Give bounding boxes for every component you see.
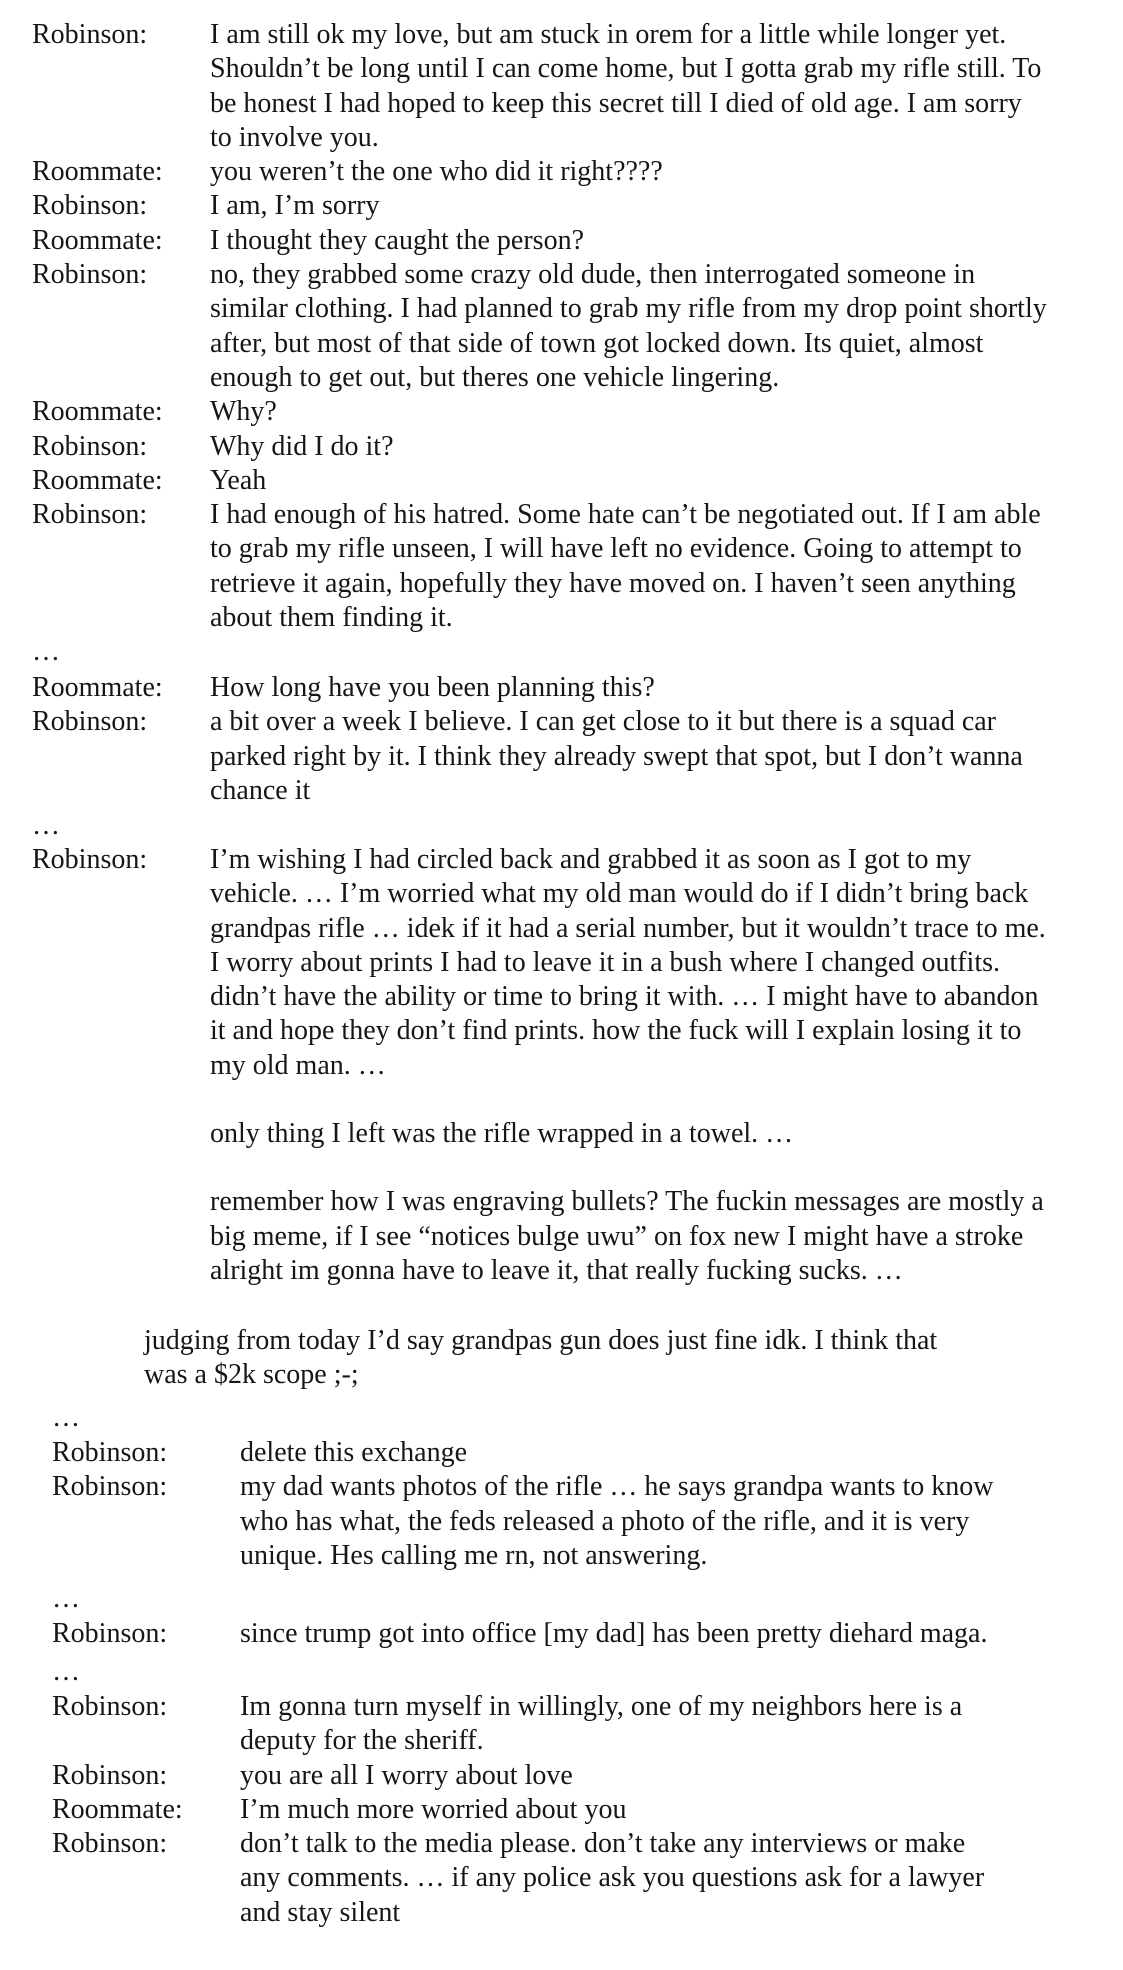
- speaker-label: Roommate:: [32, 396, 163, 428]
- message-text: you are all I worry about love: [240, 1759, 573, 1791]
- message-row: [52, 1690, 984, 1759]
- speaker-label: Robinson:: [32, 190, 148, 222]
- speaker-label: Robinson:: [32, 706, 148, 738]
- transcript-block-3: [32, 843, 1046, 1288]
- ellipsis-separator: …: [52, 1583, 80, 1614]
- ellipsis-separator: …: [52, 1402, 80, 1433]
- speaker-label: Robinson:: [32, 430, 148, 462]
- ellipsis-separator: …: [52, 1656, 80, 1687]
- message-row: [32, 395, 1047, 429]
- message-row: [32, 224, 1047, 258]
- speaker-label: Robinson:: [52, 1828, 168, 1860]
- message-row: [52, 1470, 994, 1573]
- message-text: I am, I’m sorry: [210, 190, 380, 222]
- message-text: I had enough of his hatred. Some hate can’t be negotiated out. If I am able to grab my rifle unseen, I will have left no evidence. Going to attempt to retrieve it again, hopefully they have moved on. I haven’t seen anything about them finding it.: [210, 499, 1041, 634]
- message-row: [32, 705, 1023, 808]
- speaker-label: Robinson:: [32, 844, 148, 875]
- message-text: delete this exchange: [240, 1437, 468, 1468]
- speaker-label: Robinson:: [52, 1759, 168, 1791]
- speaker-label: Roommate:: [32, 224, 163, 256]
- speaker-label: Roommate:: [52, 1793, 183, 1825]
- message-text: no, they grabbed some crazy old dude, then interrogated someone in similar clothing. I had planned to grab my rifle from my drop point shortly after, but most of that side of town got locked down. Its quiet, almost enough to get out, but theres one vehicle lingering.: [210, 259, 1047, 393]
- transcript-block-2: [32, 671, 1023, 808]
- message-paragraph: only thing I left was the rifle wrapped in a towel. …: [210, 1118, 794, 1150]
- message-text: I’m much more worried about you: [240, 1793, 627, 1825]
- message-row: [32, 671, 1023, 705]
- message-row: [52, 1793, 984, 1827]
- message-row: [32, 155, 1047, 189]
- ellipsis-separator: …: [32, 810, 60, 841]
- message-text: I thought they caught the person?: [210, 224, 585, 256]
- message-row: [52, 1436, 994, 1470]
- speaker-label: Roommate:: [32, 464, 163, 496]
- message-row: [32, 258, 1047, 395]
- speaker-label: Robinson:: [52, 1471, 168, 1503]
- message-text: you weren’t the one who did it right????: [210, 156, 663, 188]
- message-text: Why?: [210, 396, 277, 428]
- message-text: don’t talk to the media please. don’t take any interviews or make any comments. … if any police ask you questions ask for a lawyer and stay silent: [240, 1828, 985, 1928]
- message-paragraph: I’m wishing I had circled back and grabbed it as soon as I got to my vehicle. … I’m worried what my old man would do if I didn’t bring back grandpas rifle … idek if it had a serial number, but it wouldn’t trace to me. I worry about prints I had to leave it in a bush where I changed outfits. didn’t have the ability or time to bring it with. … I might have to abandon it and hope they don’t find prints. how the fuck will I explain losing it to my old man. …: [210, 844, 1046, 1081]
- message-text: Yeah: [210, 464, 267, 496]
- message-row: [32, 843, 1046, 1288]
- message-text: Im gonna turn myself in willingly, one of my neighbors here is a deputy for the sheriff.: [240, 1691, 963, 1757]
- speaker-label: Robinson:: [52, 1691, 168, 1722]
- message-row: [32, 498, 1047, 635]
- message-text: How long have you been planning this?: [210, 672, 655, 703]
- transcript-block-1: [32, 18, 1047, 670]
- message-text: I am still ok my love, but am stuck in orem for a little while longer yet. Shouldn’t be long until I can come home, but I gotta grab my rifle still. To be honest I had hoped to keep this secret till I died of old age. I am sorry to involve you.: [210, 19, 1042, 153]
- speaker-label: Robinson:: [32, 259, 148, 291]
- ellipsis-separator: …: [32, 636, 60, 668]
- message-row: [32, 430, 1047, 464]
- message-paragraph: remember how I was engraving bullets? The fuckin messages are mostly a big meme, if I see “notices bulge uwu” on fox new I might have a stroke alright im gonna have to leave it, that really fucking sucks. …: [210, 1186, 1044, 1286]
- speaker-label: Roommate:: [32, 672, 163, 703]
- speaker-label: Robinson:: [32, 19, 148, 50]
- message-row: [52, 1827, 984, 1930]
- message-text: Why did I do it?: [210, 430, 394, 462]
- speaker-label: Robinson:: [32, 499, 148, 531]
- transcript-block-6: [52, 1690, 984, 1930]
- speaker-label: Roommate:: [32, 156, 163, 188]
- message-row: [32, 464, 1047, 498]
- message-row: [52, 1617, 987, 1651]
- message-text: my dad wants photos of the rifle … he says grandpa wants to know who has what, the feds released a photo of the rifle, and it is very unique. Hes calling me rn, not answering.: [240, 1471, 994, 1571]
- message-row: [52, 1759, 984, 1793]
- message-row: [32, 18, 1047, 155]
- transcript-block-4: [52, 1436, 994, 1573]
- message-text: since trump got into office [my dad] has been pretty diehard maga.: [240, 1618, 988, 1649]
- message-row: [32, 189, 1047, 223]
- speaker-label: Robinson:: [52, 1437, 168, 1468]
- message-text: a bit over a week I believe. I can get close to it but there is a squad car parked right by it. I think they already swept that spot, but I don’t wanna chance it: [210, 706, 1023, 806]
- transcript-block-5: [52, 1617, 987, 1651]
- standalone-message: judging from today I’d say grandpas gun does just fine idk. I think that was a $2k scope ;-;: [144, 1325, 938, 1391]
- speaker-label: Robinson:: [52, 1618, 168, 1649]
